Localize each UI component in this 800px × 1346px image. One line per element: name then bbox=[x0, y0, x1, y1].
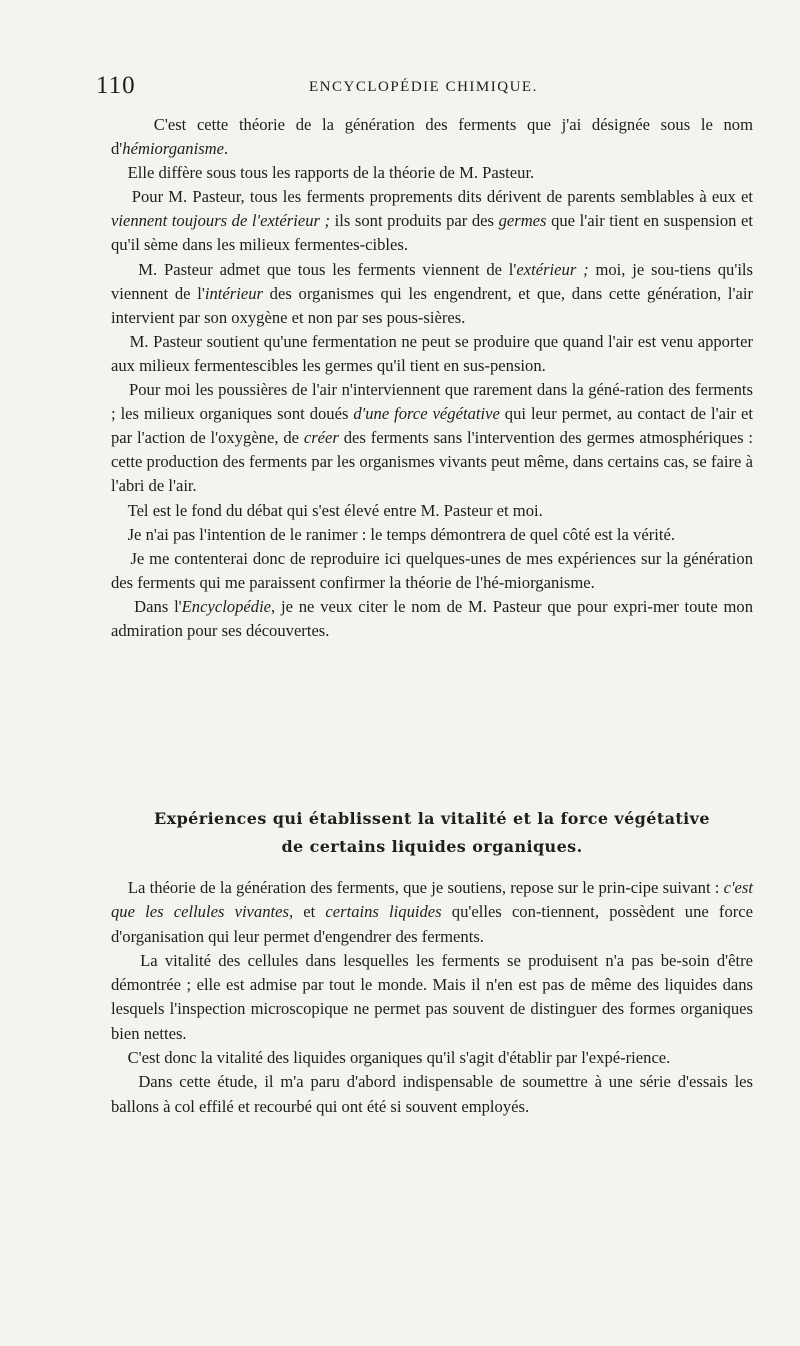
page-header bbox=[96, 72, 756, 102]
running-head: ENCYCLOPÉDIE CHIMIQUE. bbox=[309, 79, 538, 95]
paragraph: Elle diffère sous tous les rapports de la théorie de M. Pasteur. bbox=[127, 163, 535, 183]
paragraph: C'est donc la vitalité des liquides organiques qu'il s'agit d'établir par l'expé-rience. bbox=[127, 1048, 671, 1068]
paragraph: Dans cette étude, il m'a paru d'abord indispensable de soumettre à une série d'essais les ballons à col effilé et recourbé qui ont été si souvent employés. bbox=[111, 1072, 753, 1116]
paragraph: C'est cette théorie de la génération des ferments que j'ai désignée sous le nom d'hémiorganisme. bbox=[111, 115, 753, 159]
paragraph: Pour moi les poussières de l'air n'interviennent que rarement dans la géné-ration des ferments ; les milieux organiques sont doués d'une force végétative qui leur permet, au contact de l'air et par l'action de l'oxygène, de créer des ferments sans l'intervention des germes atmosphériques : cette production des ferments par les organismes vivants peut même, dans certains cas, se faire à l'abri de l'air. bbox=[111, 380, 754, 496]
paragraph: Dans l'Encyclopédie, je ne veux citer le nom de M. Pasteur que pour expri-mer toute mon admiration pour ses découvertes. bbox=[111, 596, 754, 640]
paragraph: Pour M. Pasteur, tous les ferments proprements dits dérivent de parents semblables à eux et viennent toujours de l'extérieur ; ils sont produits par des germes que l'air tient en suspension et qu'il sème dans les milieux fermentes-cibles. bbox=[111, 187, 753, 255]
paragraph: M. Pasteur soutient qu'une fermentation ne peut se produire que quand l'air est venu apporter aux milieux fermentescibles les germes qu'il tient en sus-pension. bbox=[111, 331, 753, 375]
paragraph: Je n'ai pas l'intention de le ranimer : le temps démontrera de quel côté est la vérité. bbox=[127, 524, 675, 544]
body-text-top bbox=[111, 113, 753, 643]
paragraph: Je me contenterai donc de reproduire ici quelques-unes de mes expériences sur la génération des ferments qui me paraissent confirmer la théorie de l'hé-miorganisme. bbox=[111, 548, 753, 592]
page-number: 110 bbox=[96, 72, 136, 99]
section-title-line-2: de certains liquides organiques. bbox=[281, 837, 583, 856]
paragraph: La théorie de la génération des ferments, que je soutiens, repose sur le prin-cipe suivant : c'est que les cellules vivantes, et certains liquides qu'elles con-tiennent, possèdent une force d'organisation qui leur permet d'engendrer des ferments. bbox=[111, 878, 754, 946]
paragraph: Tel est le fond du débat qui s'est élevé entre M. Pasteur et moi. bbox=[127, 500, 543, 520]
section-title bbox=[111, 805, 753, 861]
paragraph: M. Pasteur admet que tous les ferments viennent de l'extérieur ; moi, je sou-tiens qu'ils viennent de l'intérieur des organismes qui les engendrent, et que, dans cette génération, l'air intervient par son oxygène et non par ses pous-sières. bbox=[111, 259, 753, 327]
paragraph: La vitalité des cellules dans lesquelles les ferments se produisent n'a pas be-soin d'être démontrée ; elle est admise par tout le monde. Mais il n'en est pas de même des liquides dans lesquels l'inspection microscopique ne permet pas souvent de distinguer des formes organiques bien nettes. bbox=[111, 950, 753, 1043]
section-title-line-1: Expériences qui établissent la vitalité et la force végétative bbox=[154, 809, 710, 828]
body-text-bottom bbox=[111, 876, 753, 1119]
